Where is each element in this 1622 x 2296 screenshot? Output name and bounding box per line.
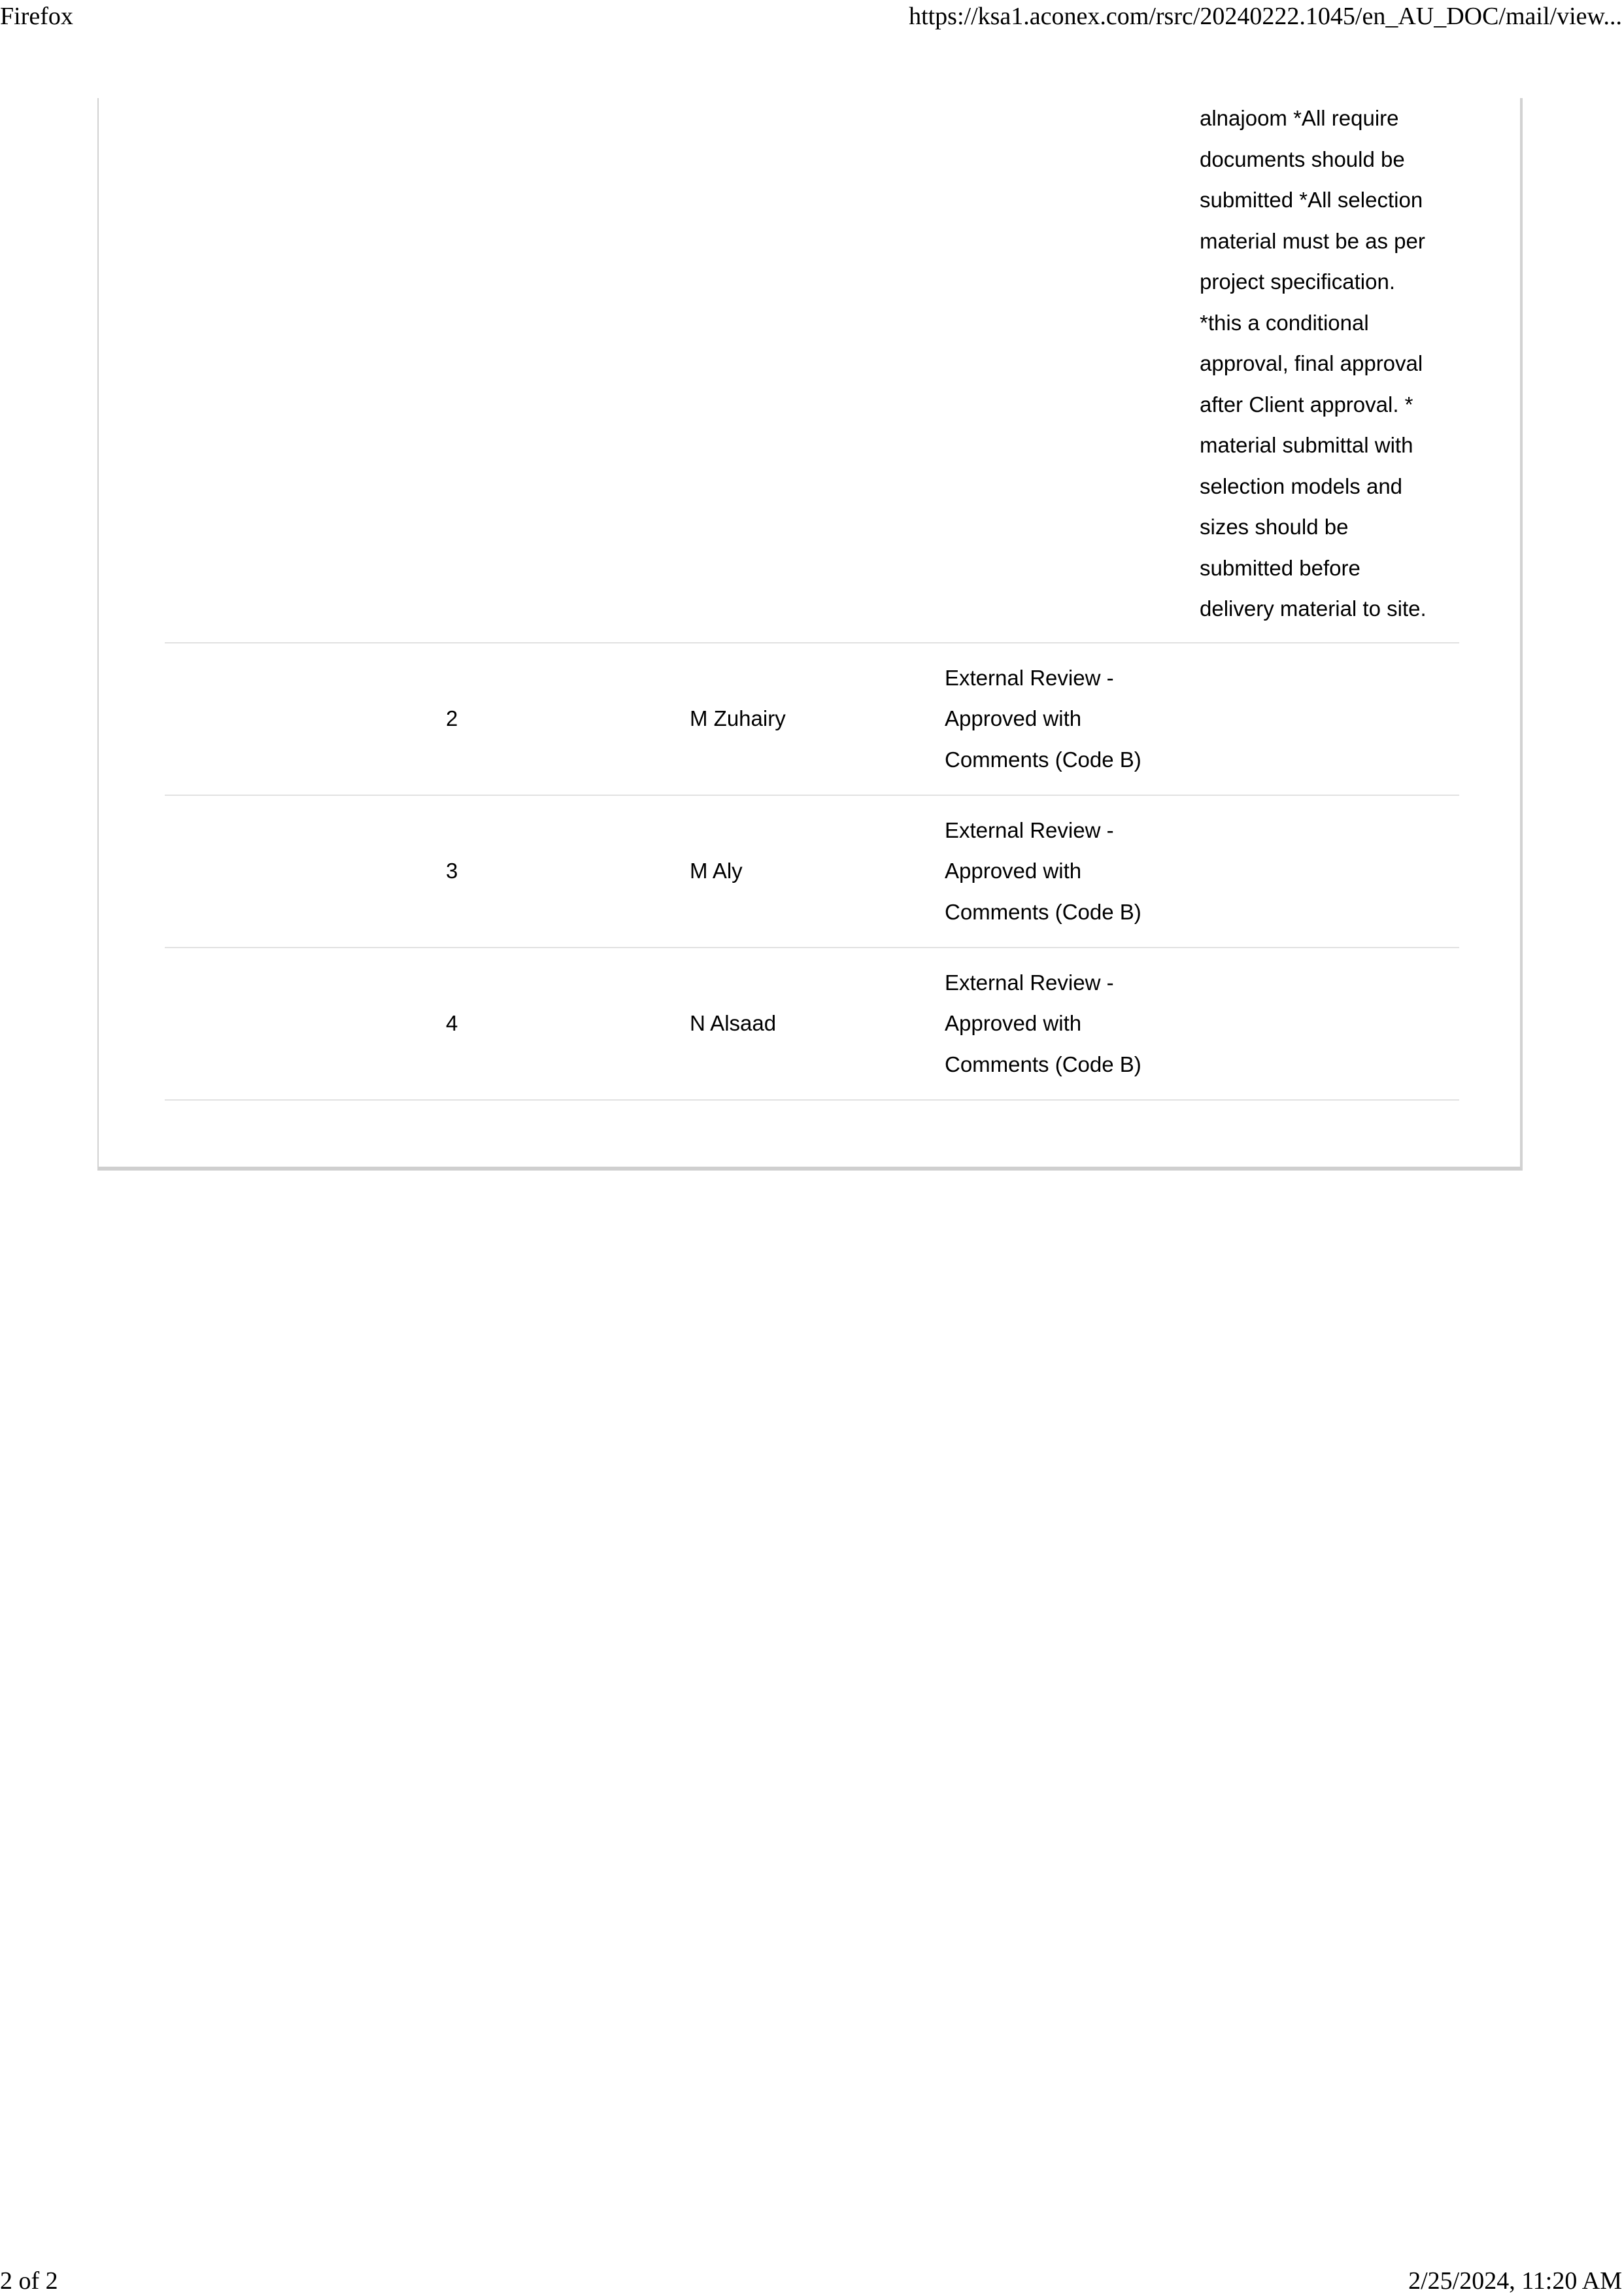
table-row-continued <box>165 98 1459 643</box>
comment-line: documents should be <box>1200 146 1405 171</box>
reviewer-name: N Alsaad <box>690 1011 777 1036</box>
reviewer-name: M Zuhairy <box>690 706 786 731</box>
step-number: 4 <box>446 1011 458 1036</box>
table-row <box>165 643 1459 796</box>
print-footer-page: 2 of 2 <box>0 2267 58 2295</box>
review-status <box>945 948 1174 1099</box>
comment-line: sizes should be <box>1200 515 1349 539</box>
comment-line: submitted before <box>1200 555 1360 580</box>
table-row <box>165 796 1459 948</box>
review-status <box>945 796 1174 947</box>
status-line: External Review - <box>945 817 1114 842</box>
status-line: Approved with <box>945 859 1082 883</box>
comment-text <box>1200 98 1455 630</box>
status-line: External Review - <box>945 665 1114 690</box>
workflow-table <box>165 98 1459 1101</box>
status-line: Approved with <box>945 1011 1082 1036</box>
review-status <box>945 643 1174 795</box>
status-line: External Review - <box>945 970 1114 995</box>
table-row <box>165 948 1459 1101</box>
comment-line: after Client approval. * <box>1200 392 1413 417</box>
step-number: 3 <box>446 859 458 883</box>
print-header-browser: Firefox <box>0 3 73 30</box>
comment-line: alnajoom *All require <box>1200 106 1399 130</box>
print-footer-timestamp: 2/25/2024, 11:20 AM <box>1408 2267 1622 2295</box>
print-header-url: https://ksa1.aconex.com/rsrc/20240222.1045/en_AU_DOC/mail/view... <box>909 3 1622 30</box>
comment-line: selection models and <box>1200 473 1403 498</box>
comment-line: delivery material to site. <box>1200 596 1427 621</box>
status-line: Approved with <box>945 706 1082 731</box>
comment-line: material must be as per <box>1200 228 1425 253</box>
status-line: Comments (Code B) <box>945 747 1141 772</box>
step-number: 2 <box>446 706 458 731</box>
comment-line: approval, final approval <box>1200 351 1423 375</box>
status-line: Comments (Code B) <box>945 899 1141 924</box>
reviewer-name: M Aly <box>690 859 743 883</box>
status-line: Comments (Code B) <box>945 1052 1141 1076</box>
comment-line: project specification. <box>1200 269 1395 294</box>
comment-line: material submittal with <box>1200 433 1413 457</box>
comment-line: *this a conditional <box>1200 310 1369 335</box>
comment-line: submitted *All selection <box>1200 188 1423 212</box>
